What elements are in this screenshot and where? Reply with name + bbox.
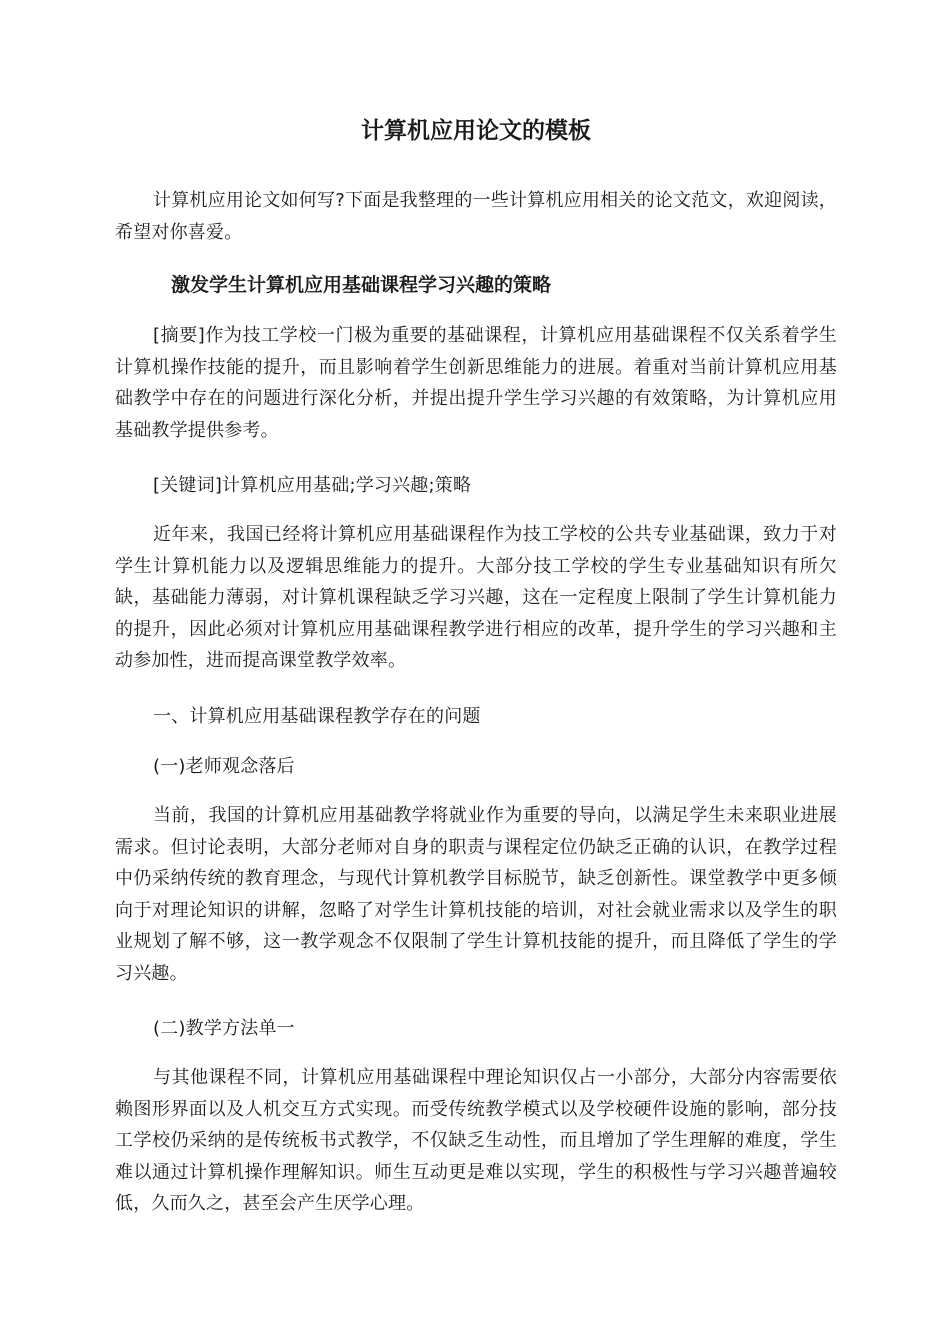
abstract-paragraph: [摘要]作为技工学校一门极为重要的基础课程，计算机应用基础课程不仅关系着学生计算机操作技能的提升，而且影响着学生创新思维能力的进展。着重对当前计算机应用基础教学中存在的问题进行深化分析，并提出提升学生学习兴趣的有效策略，为计算机应用基础教学提供参考。 bbox=[115, 325, 837, 441]
article-title: 激发学生计算机应用基础课程学习兴趣的策略 bbox=[171, 274, 552, 296]
subsection-heading-1: (一)老师观念落后 bbox=[153, 756, 295, 777]
body-paragraph-3: 与其他课程不同，计算机应用基础课程中理论知识仅占一小部分，大部分内容需要依赖图形界面以及人机交互方式实现。而受传统教学模式以及学校硬件设施的影响，部分技工学校仍采纳的是传统板书式教学，不仅缺乏生动性，而且增加了学生理解的难度，学生难以通过计算机操作理解知识。师生互动更是难以实现，学生的积极性与学习兴趣普遍较低，久而久之，甚至会产生厌学心理。 bbox=[115, 1067, 837, 1214]
body-paragraph-2: 当前，我国的计算机应用基础教学将就业作为重要的导向，以满足学生未来职业进展需求。但讨论表明，大部分老师对自身的职责与课程定位仍缺乏正确的认识，在教学过程中仍采纳传统的教育理念，与现代计算机教学目标脱节，缺乏创新性。课堂教学中更多倾向于对理论知识的讲解，忽略了对学生计算机技能的培训，对社会就业需求以及学生的职业规划了解不够，这一教学观念不仅限制了学生计算机技能的提升，而且降低了学生的学习兴趣。 bbox=[115, 805, 837, 984]
document-title: 计算机应用论文的模板 bbox=[361, 118, 591, 144]
keywords-paragraph: [关键词]计算机应用基础;学习兴趣;策略 bbox=[153, 475, 472, 496]
intro-paragraph: 计算机应用论文如何写?下面是我整理的一些计算机应用相关的论文范文，欢迎阅读，希望对你喜爱。 bbox=[115, 190, 837, 243]
section-heading-1: 一、计算机应用基础课程教学存在的问题 bbox=[153, 706, 481, 727]
subsection-heading-2: (二)教学方法单一 bbox=[153, 1018, 295, 1039]
body-paragraph-1: 近年来，我国已经将计算机应用基础课程作为技工学校的公共专业基础课，致力于对学生计算机能力以及逻辑思维能力的提升。大部分技工学校的学生专业基础知识有所欠缺，基础能力薄弱，对计算机课程缺乏学习兴趣，这在一定程度上限制了学生计算机能力的提升，因此必须对计算机应用基础课程教学进行相应的改革，提升学生的学习兴趣和主动参加性，进而提高课堂教学效率。 bbox=[115, 524, 837, 671]
